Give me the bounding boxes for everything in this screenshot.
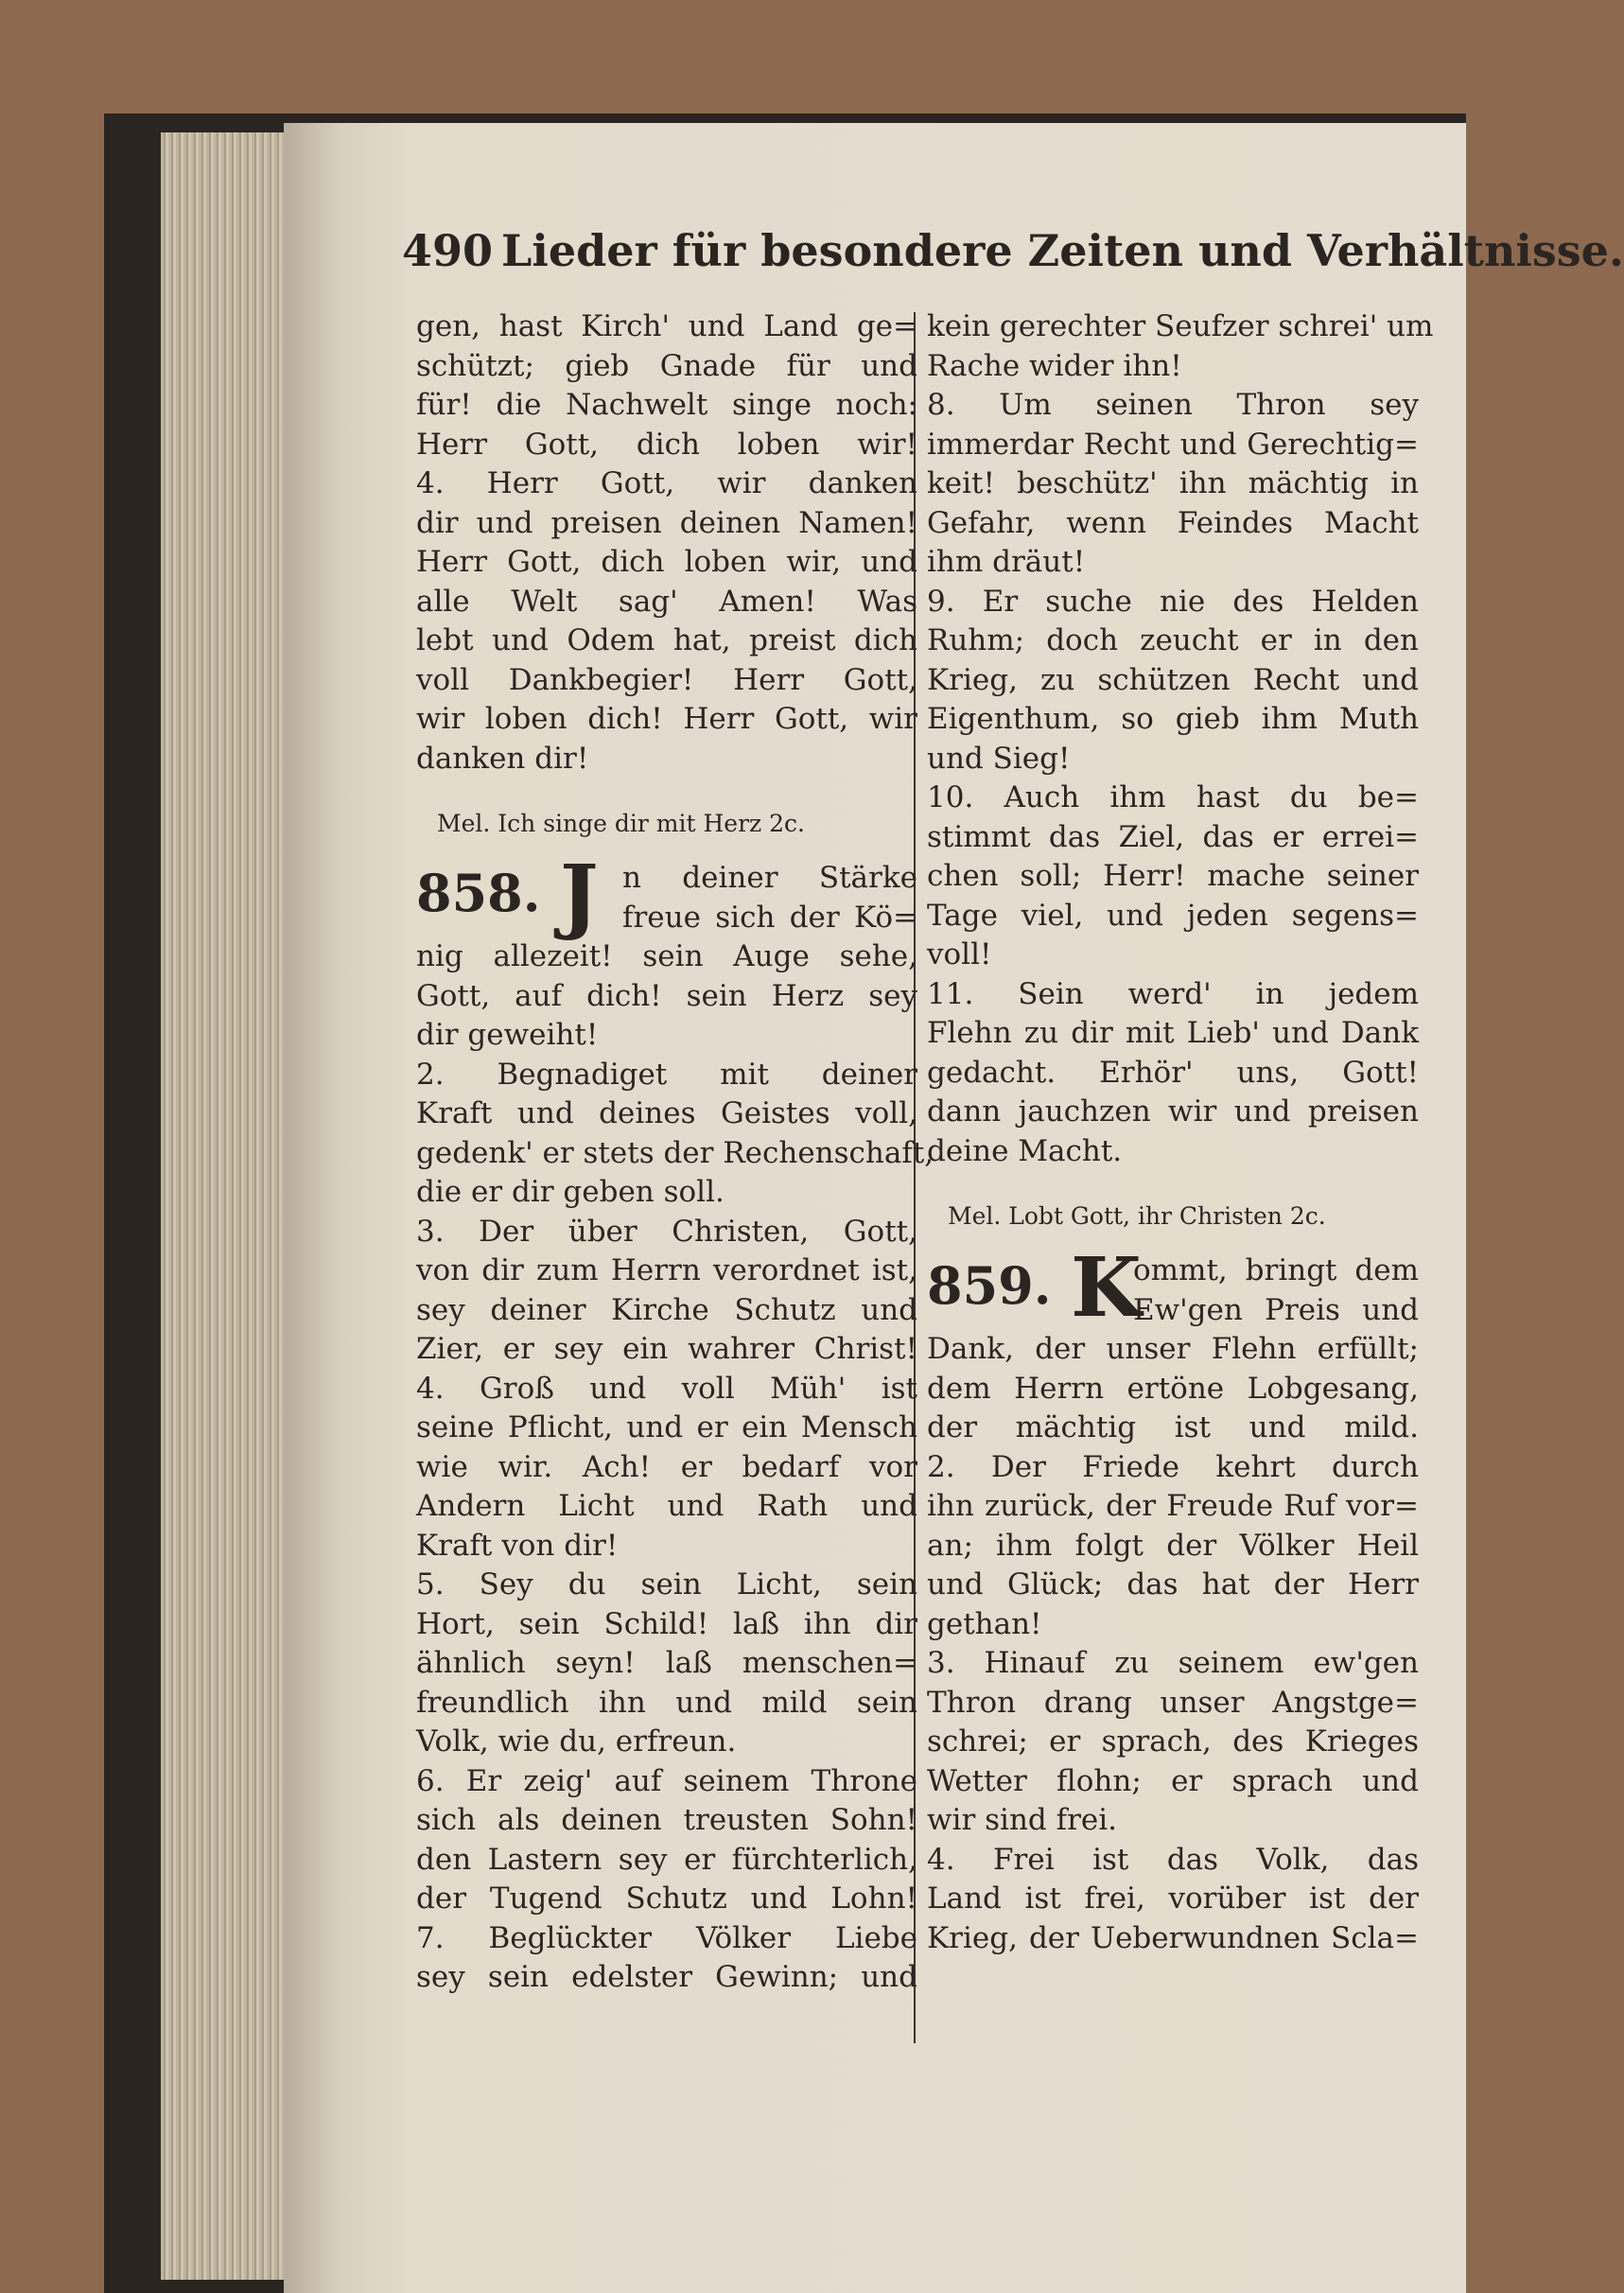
text-line: ähnlich seyn! laß menschen= bbox=[416, 1646, 917, 1680]
text-line: 8. Um seinen Thron sey bbox=[927, 388, 1419, 422]
text-line: lebt und Odem hat, preist dich bbox=[416, 623, 917, 657]
text-line: schrei; er sprach, des Krieges bbox=[927, 1724, 1419, 1759]
text-line: dir und preisen deinen Namen! bbox=[416, 505, 917, 540]
left-continuation bbox=[416, 307, 917, 779]
text-line: gethan! bbox=[927, 1606, 1042, 1641]
text-line: und Glück; das hat der Herr bbox=[927, 1567, 1419, 1602]
text-line: nig allezeit! sein Auge sehe, bbox=[416, 939, 917, 973]
text-line: Flehn zu dir mit Lieb' und Dank bbox=[927, 1016, 1419, 1050]
text-line: keit! beschütz' ihn mächtig in bbox=[927, 466, 1419, 500]
text-line: Ruhm; doch zeucht er in den bbox=[927, 623, 1419, 657]
hymn-859-text bbox=[927, 1330, 1419, 1958]
text-line: gedacht. Erhör' uns, Gott! bbox=[927, 1055, 1419, 1090]
text-line: voll Dankbegier! Herr Gott, bbox=[416, 662, 917, 697]
text-line: 7. Beglückter Völker Liebe bbox=[416, 1920, 917, 1955]
text-line: 5. Sey du sein Licht, sein bbox=[416, 1567, 917, 1602]
text-line: Krieg, zu schützen Recht und bbox=[927, 662, 1419, 697]
text-line: für! die Nachwelt singe noch: bbox=[416, 388, 917, 422]
text-line: 10. Auch ihm hast du be= bbox=[927, 780, 1419, 814]
text-line: dir geweiht! bbox=[416, 1018, 599, 1052]
text-line: ihn zurück, der Freude Ruf vor= bbox=[927, 1489, 1419, 1523]
text-line: 4. Herr Gott, wir danken bbox=[416, 466, 917, 500]
text-line: schützt; gieb Gnade für und bbox=[416, 348, 917, 383]
hymn-859-opening bbox=[927, 1240, 1419, 1336]
hymn-number: 858. bbox=[416, 863, 541, 923]
text-line: Thron drang unser Angstge= bbox=[927, 1685, 1419, 1720]
hymn-858-opening bbox=[416, 848, 917, 943]
text-line: sey deiner Kirche Schutz und bbox=[416, 1292, 917, 1327]
drop-initial: K bbox=[1071, 1240, 1142, 1336]
text-line: Land ist frei, vorüber ist der bbox=[927, 1882, 1419, 1916]
text-line: stimmt das Ziel, das er errei= bbox=[927, 819, 1419, 854]
text-line: gen, hast Kirch' und Land ge= bbox=[416, 309, 917, 343]
text-line: an; ihm folgt der Völker Heil bbox=[927, 1528, 1419, 1563]
melody-line: Mel. Ich singe dir mit Herz 2c. bbox=[437, 810, 805, 837]
text-line: und Sieg! bbox=[927, 741, 1071, 776]
text-line: dann jauchzen wir und preisen bbox=[927, 1094, 1419, 1129]
text-line: wir loben dich! Herr Gott, wir bbox=[416, 702, 917, 736]
text-line: der Tugend Schutz und Lohn! bbox=[416, 1882, 917, 1916]
text-line: Volk, wie du, erfreun. bbox=[416, 1724, 737, 1759]
text-line: Gott, auf dich! sein Herz sey bbox=[416, 978, 917, 1013]
text-line: 11. Sein werd' in jedem bbox=[927, 976, 1419, 1011]
text-line: 3. Der über Christen, Gott, bbox=[416, 1214, 917, 1249]
text-line: voll! bbox=[927, 937, 992, 971]
left-column bbox=[416, 307, 934, 1998]
hymn-first-lines bbox=[1133, 1252, 1419, 1330]
text-line: 2. Begnadiget mit deiner bbox=[416, 1057, 917, 1092]
melody-line: Mel. Lobt Gott, ihr Christen 2c. bbox=[948, 1202, 1326, 1230]
text-line: gedenk' er stets der Rechenschaft, bbox=[416, 1135, 934, 1170]
text-line: Wetter flohn; er sprach und bbox=[927, 1763, 1419, 1798]
text-line: 4. Frei ist das Volk, das bbox=[927, 1842, 1419, 1877]
text-line: deine Macht. bbox=[927, 1133, 1123, 1168]
text-line: wir sind frei. bbox=[927, 1803, 1118, 1837]
text-line: Herr Gott, dich loben wir, und bbox=[416, 545, 917, 579]
text-line: Rache wider ihn! bbox=[927, 348, 1182, 383]
text-line: freundlich ihn und mild sein bbox=[416, 1685, 917, 1720]
text-line: Andern Licht und Rath und bbox=[416, 1489, 917, 1523]
text-line: kein gerechter Seufzer schrei' um bbox=[927, 309, 1434, 343]
hymn-number: 859. bbox=[927, 1255, 1052, 1316]
text-line: den Lastern sey er fürchterlich, bbox=[416, 1842, 917, 1877]
text-line: die er dir geben soll. bbox=[416, 1175, 725, 1209]
text-line: Hort, sein Schild! laß ihn dir bbox=[416, 1606, 917, 1641]
text-line: chen soll; Herr! mache seiner bbox=[927, 859, 1419, 893]
text-line: Eigenthum, so gieb ihm Muth bbox=[927, 702, 1419, 736]
text-line: sey sein edelster Gewinn; und bbox=[416, 1960, 917, 1994]
text-line: 6. Er zeig' auf seinem Throne bbox=[416, 1763, 917, 1798]
text-line: 3. Hinauf zu seinem ew'gen bbox=[927, 1646, 1419, 1680]
hymn-first-lines bbox=[622, 859, 917, 937]
text-line: seine Pflicht, und er ein Mensch bbox=[416, 1410, 917, 1444]
text-line: danken dir! bbox=[416, 741, 589, 776]
text-line: von dir zum Herrn verordnet ist, bbox=[416, 1253, 917, 1287]
text-line: immerdar Recht und Gerechtig= bbox=[927, 427, 1419, 462]
text-line: Kraft und deines Geistes voll, bbox=[416, 1096, 917, 1130]
page-number: 490 bbox=[402, 225, 494, 276]
text-line: Krieg, der Ueberwundnen Scla= bbox=[927, 1920, 1419, 1955]
text-line: sich als deinen treusten Sohn! bbox=[416, 1803, 917, 1837]
text-line: 4. Groß und voll Müh' ist bbox=[416, 1371, 917, 1406]
text-line: freue sich der Kö= bbox=[622, 900, 917, 935]
text-line: Ew'gen Preis und bbox=[1133, 1292, 1419, 1327]
text-line: Herr Gott, dich loben wir! bbox=[416, 427, 917, 462]
text-line: 2. Der Friede kehrt durch bbox=[927, 1449, 1419, 1484]
text-line: dem Herrn ertöne Lobgesang, bbox=[927, 1371, 1419, 1406]
text-line: ihm dräut! bbox=[927, 545, 1086, 579]
running-title: Lieder für besondere Zeiten und Verhältnisse. bbox=[501, 225, 1624, 276]
text-line: Dank, der unser Flehn erfüllt; bbox=[927, 1332, 1419, 1366]
text-line: alle Welt sag' Amen! Was bbox=[416, 584, 917, 619]
drop-initial: J bbox=[560, 848, 599, 943]
text-line: wie wir. Ach! er bedarf vor bbox=[416, 1449, 917, 1484]
text-line: Gefahr, wenn Feindes Macht bbox=[927, 505, 1419, 540]
hymn-858-text bbox=[416, 937, 934, 1998]
text-line: n deiner Stärke bbox=[622, 861, 917, 895]
right-continuation bbox=[927, 307, 1434, 1171]
text-line: Zier, er sey ein wahrer Christ! bbox=[416, 1332, 917, 1366]
right-column bbox=[927, 307, 1434, 1958]
text-line: Kraft von dir! bbox=[416, 1528, 619, 1563]
text-line: der mächtig ist und mild. bbox=[927, 1410, 1419, 1444]
page-header bbox=[402, 225, 1624, 291]
text-line: ommt, bringt dem bbox=[1133, 1253, 1419, 1287]
text-line: 9. Er suche nie des Helden bbox=[927, 584, 1419, 619]
text-line: Tage viel, und jeden segens= bbox=[927, 898, 1419, 933]
